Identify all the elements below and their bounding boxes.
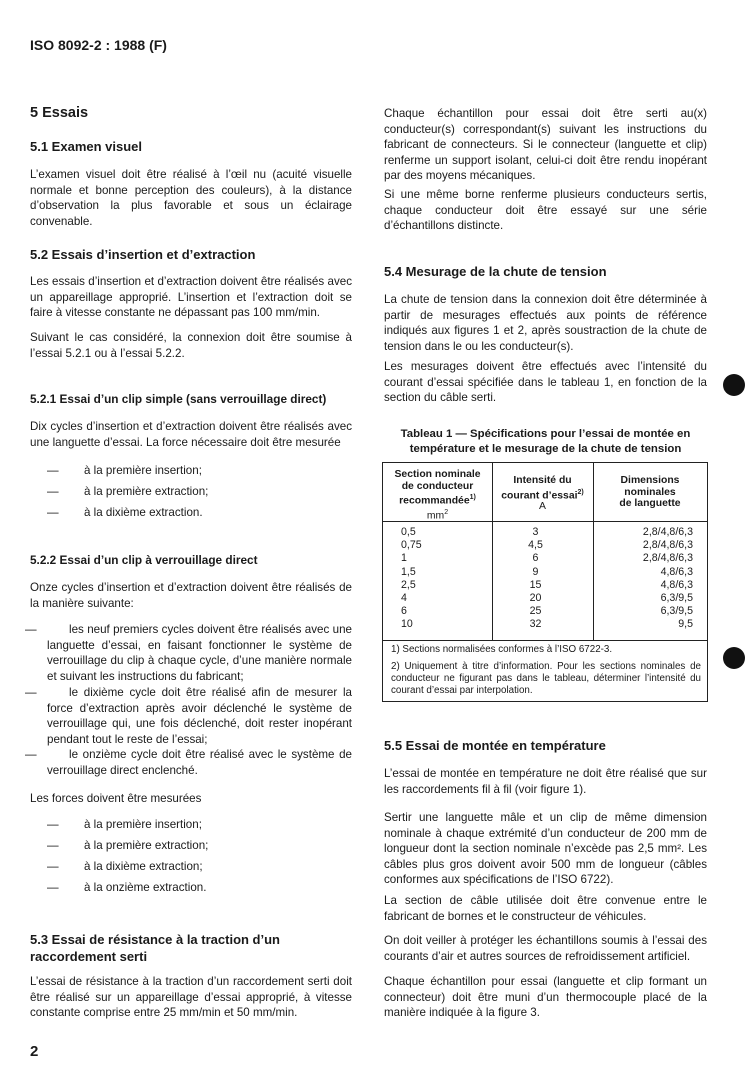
table-1 — [382, 462, 708, 702]
table-cell: 6,3/9,5 — [660, 592, 693, 605]
table-cell: 6 — [532, 552, 539, 565]
page-number: 2 — [30, 1043, 39, 1060]
table-row — [383, 539, 707, 552]
table-cell: 4,8/6,3 — [660, 578, 693, 591]
table-cell: 9,5 — [678, 618, 693, 631]
section-5-2-text-2: Suivant le cas considéré, la connexion doit être soumise à l’essai 5.2.1 ou à l’essai 5.2.2. — [30, 331, 352, 360]
margin-mark — [723, 374, 745, 396]
table-title-line2: température et le mesurage de la chute de tension — [409, 443, 682, 455]
table-cell: 20 — [529, 592, 542, 605]
section-5-4-text-2: Les mesurages doivent être effectués avec l’intensité du courant d’essai spécifiée dans le tableau 1, en fonction de la section du câble serti. — [384, 360, 707, 405]
table-cell: 4,8/6,3 — [660, 565, 693, 578]
section-5-title: 5 Essais — [30, 105, 89, 121]
list-item: — à la première insertion; — [47, 818, 202, 831]
margin-mark — [723, 647, 745, 669]
table-cell: 4,5 — [528, 539, 543, 552]
list-item: — à la dixième extraction; — [47, 860, 203, 873]
dash: — — [47, 818, 59, 831]
table-cell: 2,8/4,8/6,3 — [642, 526, 693, 538]
dash: — — [47, 506, 59, 519]
table-cell: 6,3/9,5 — [660, 605, 693, 618]
dash: — — [47, 485, 59, 498]
table-cell: 1,5 — [401, 565, 416, 578]
table-cell: 0,5 — [401, 526, 416, 538]
table-row — [383, 526, 707, 539]
list-item: — le onzième cycle doit être réalisé avec le système de verrouillage direct enclenché. — [25, 748, 352, 777]
section-5-2-2-text: Onze cycles d’insertion et d’extraction doivent être réalisés de la manière suivante: — [30, 581, 352, 610]
table-cell: 2,8/4,8/6,3 — [642, 552, 693, 565]
table-cell: 6 — [401, 605, 407, 618]
table-cell: 32 — [529, 618, 542, 631]
list-item: — les neuf premiers cycles doivent être réalisés avec une languette d’essai, en faisant fonctionner le système de verrouillage du clip à chaque cycle, d’une manière normale et suivant les instructions du fabricant; — [25, 623, 352, 683]
column-header-current: Intensité du courant d’essai$^{2)}$ A — [501, 475, 584, 513]
dash: — — [47, 860, 59, 873]
table-cell: 4 — [401, 592, 407, 605]
table-row — [383, 579, 707, 592]
table-row — [383, 552, 707, 565]
table-note-1: 1) Sections normalisées conformes à l’ISO 6722-3. — [391, 644, 613, 655]
section-5-1-text: L’examen visuel doit être réalisé à l’œil nu (acuité visuelle normale et bonne perception des couleurs), à la distance d’observation la plus favorable et sous un éclairage convenable. — [30, 168, 352, 228]
table-cell: 1 — [401, 552, 407, 565]
section-5-5-text-4: On doit veiller à protéger les échantillons soumis à l’essai des courants d’air et autres sources de refroidissement artificiel. — [384, 934, 707, 963]
list-item: — à la première extraction; — [47, 839, 209, 852]
dash: — — [47, 839, 59, 852]
table-row — [383, 618, 707, 631]
list-item: — le dixième cycle doit être réalisé afin de mesurer la force d’extraction après avoir déclenché le système de verrouillage qui, une fois déclenché, doit rester inopérant pendant tout le reste de l’essai; — [25, 686, 352, 746]
table-cell: 2,8/4,8/6,3 — [642, 539, 693, 552]
section-5-2-1-title: 5.2.1 Essai d’un clip simple (sans verrouillage direct) — [30, 392, 327, 406]
table-body — [383, 526, 707, 632]
forces-text: Les forces doivent être mesurées — [30, 792, 202, 805]
column-header-dimensions: Dimensions nominales de languette — [619, 475, 681, 509]
section-5-3-title-line2: raccordement serti — [30, 949, 148, 964]
section-5-1-title: 5.1 Examen visuel — [30, 139, 143, 154]
table-cell: 15 — [529, 578, 542, 591]
section-5-5-text-3: La section de câble utilisée doit être convenue entre le fabricant de bornes et le constructeur de véhicules. — [384, 894, 707, 923]
section-5-2-1-text: Dix cycles d’insertion et d’extraction doivent être réalisés avec une languette d’essai. La force nécessaire doit être mesurée — [30, 420, 352, 449]
table-row — [383, 566, 707, 579]
paragraph-crimping: Chaque échantillon pour essai doit être serti au(x) conducteur(s) correspondant(s) suivant les instructions du fabricant de connecteurs. Si le connecteur (languette et clip) renferme un support isolant, celui-ci doit être rendu inopérant par des moyens mécaniques. — [384, 107, 707, 183]
dash: — — [25, 686, 37, 699]
section-5-2-2-title: 5.2.2 Essai d’un clip à verrouillage direct — [30, 553, 258, 567]
table-row — [383, 605, 707, 618]
table-cell: 25 — [529, 605, 542, 618]
dash: — — [25, 748, 37, 761]
section-5-2-text: Les essais d’insertion et d’extraction doivent être réalisés avec un appareillage approprié. L’insertion et l’extraction doit se faire à vitesse constante ne dépassant pas 100 mm/min. — [30, 275, 352, 320]
table-cell: 0,75 — [401, 539, 422, 552]
table-cell: 9 — [532, 565, 539, 578]
section-5-4-text: La chute de tension dans la connexion doit être déterminée à partir de mesurages effectués aux points de référence indiqués aux figures 1 et 2, après soustraction de la chute de tension dans le ou les conducteur(s). — [384, 293, 707, 353]
list-item: — à la première insertion; — [47, 464, 202, 477]
list-item: — à la dixième extraction. — [47, 506, 203, 519]
section-5-3-text: L’essai de résistance à la traction d’un raccordement serti doit être réalisé sur un appareillage d’essai approprié, à vitesse constante comprise entre 25 mm/min et 50 mm/min. — [30, 975, 352, 1020]
section-5-4-title: 5.4 Mesurage de la chute de tension — [384, 264, 607, 279]
list-item: — à la onzième extraction. — [47, 881, 207, 894]
table-cell: 3 — [532, 526, 539, 538]
section-5-5-text: L’essai de montée en température ne doit être réalisé que sur les raccordements fil à fil (voir figure 1). — [384, 767, 707, 796]
dash: — — [47, 464, 59, 477]
table-title: Tableau 1 — Spécifications pour l’essai de montée en — [400, 428, 691, 440]
section-5-2-title: 5.2 Essais d’insertion et d’extraction — [30, 247, 256, 262]
section-5-5-title: 5.5 Essai de montée en température — [384, 738, 606, 753]
table-cell: 2,5 — [401, 578, 416, 591]
table-cell: 10 — [401, 618, 413, 631]
section-5-3-title: 5.3 Essai de résistance à la traction d’un — [30, 932, 280, 947]
column-header-section: Section nominale de conducteur recommandée$^{1)}$ $mm^2$ — [394, 469, 481, 522]
table-row — [383, 592, 707, 605]
document-code: ISO 8092-2 : 1988 (F) — [30, 37, 167, 53]
section-5-5-text-5: Chaque échantillon pour essai (languette et clip formant un connecteur) doit être muni d’un thermocouple placé de la manière indiquée à la figure 3. — [384, 975, 707, 1020]
list-item: — à la première extraction; — [47, 485, 209, 498]
section-5-5-text-2: Sertir une languette mâle et un clip de même dimension nominale à chaque extrémité d’un conducteur de 200 mm de longueur dont la section nominale n’excède pas 2,5 mm². Les câbles plus gros doivent avoir 500 mm de longueur (câbles conformes aux spécifications de l’ISO 6722). — [384, 811, 707, 887]
paragraph-multiple-conductors: Si une même borne renferme plusieurs conducteurs sertis, chaque conducteur doit être essayé sur une série d’échantillons distincte. — [384, 188, 707, 233]
dash: — — [25, 623, 37, 636]
table-note-2: 2) Uniquement à titre d’information. Pour les sections nominales de conducteur ne figurant pas dans le tableau, déterminer l’intensité du courant d’essai par interpolation. — [391, 661, 701, 696]
dash: — — [47, 881, 59, 894]
